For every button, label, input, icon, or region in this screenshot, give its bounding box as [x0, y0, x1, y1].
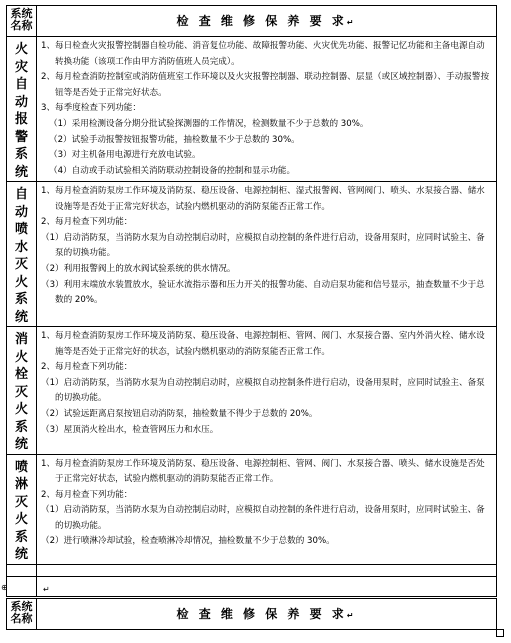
requirement-text: （1）启动消防泵，当消防水泵为自动控制启动时，应模拟自动控制的条件进行启动，设备用泵时，应同时试验主、备泵的切换功能。 — [41, 232, 485, 259]
table-header-row — [7, 6, 497, 37]
system-name: 自动喷水灭火系统 — [14, 187, 28, 325]
header-title-cell — [37, 6, 497, 37]
empty-cell — [37, 576, 497, 596]
requirements-list — [37, 455, 496, 551]
continuation-title: 检 查 维 修 保 养 要 求↵ — [176, 607, 357, 621]
requirement-text: （3）利用末端放水装置放水，验证水流指示器和压力开关的报警功能、自动启泵功能和信号显示，抽查数量不少于总数的 20%。 — [41, 279, 485, 306]
requirements-cell — [37, 454, 497, 564]
empty-cell — [7, 576, 37, 596]
requirement-text: （3）屋顶消火栓出水，检查管网压力和水压。 — [41, 424, 219, 435]
requirement-text: 1、每日检查火灾报警控制器自检功能、消音复位功能、故障报警功能、火灾优先功能、报警记忆功能和主备电源自动转换功能（该项工作由甲方消防值班人员完成）。 — [41, 41, 485, 67]
requirement-item — [41, 148, 492, 164]
requirement-text: （3）对主机备用电源进行充放电试验。 — [49, 150, 201, 161]
system-name-cell — [7, 327, 37, 455]
requirement-item — [41, 457, 492, 488]
system-name-cell — [7, 182, 37, 327]
requirement-item — [41, 407, 492, 423]
system-name: 喷淋灭火系统 — [14, 459, 28, 562]
system-row — [7, 37, 497, 182]
requirements-cell — [37, 37, 497, 182]
continuation-name-cell — [7, 599, 37, 630]
empty-cell — [7, 564, 37, 576]
system-name-cell — [7, 37, 37, 182]
requirement-item — [41, 503, 492, 534]
requirement-item — [41, 278, 492, 309]
requirement-item — [41, 164, 492, 180]
requirement-text: 1、每月检查消防泵房工作环境及消防泵、稳压设备、电源控制柜、管网、阀门、水泵接合器、喷头、储水设施是否处于正常完好状态，试验内燃机驱动的消防泵能否正常工作。 — [41, 458, 485, 485]
requirement-text: （1）启动消防泵，当消防水泵为自动控制启动时，应模拟自动控制的条件进行启动，设备用泵时，应同时试验主、备的切换功能。 — [41, 505, 485, 531]
requirement-item — [41, 360, 492, 376]
requirement-item — [41, 184, 492, 215]
requirements-cell — [37, 182, 497, 327]
empty-row — [7, 576, 497, 596]
requirement-item — [41, 423, 492, 439]
system-row — [7, 182, 497, 327]
requirements-list — [37, 327, 496, 438]
requirement-text: （2）试验远距离启泵按钮启动消防泵，抽检数量不得少于总数的 20%。 — [41, 408, 318, 419]
requirement-item — [41, 262, 492, 278]
requirements-list — [37, 37, 496, 179]
requirement-item — [41, 117, 492, 133]
requirement-text: （2）进行喷淋冷却试验，检查喷淋冷却情况，抽检数量不少于总数的 30%。 — [41, 536, 335, 547]
table-resize-handle[interactable] — [496, 629, 504, 637]
requirement-item — [41, 534, 492, 550]
system-row — [7, 454, 497, 564]
requirement-text: 2、每月检查下列功能： — [41, 217, 133, 228]
requirements-list — [37, 182, 496, 309]
system-name: 火灾自动报警系统 — [14, 42, 28, 180]
system-row — [7, 327, 497, 455]
continuation-title-cell — [37, 599, 497, 630]
maintenance-table — [6, 5, 497, 597]
continuation-system-name: 系统名称 — [10, 600, 33, 625]
requirement-text: （2）试验手动报警按钮报警功能，抽检数量不少于总数的 30%。 — [49, 134, 300, 145]
requirement-text: （1）采用检测设备分期分批试验探测器的工作情况，检测数量不少于总数的 30%。 — [49, 118, 369, 129]
requirement-text: （2）利用报警阀上的放水阀试验系统的供水情况。 — [41, 263, 236, 274]
requirement-item — [41, 70, 492, 101]
requirement-text: 2、每月检查下列功能： — [41, 362, 133, 373]
system-name: 消火栓灭火系统 — [14, 332, 28, 452]
requirement-text: 3、每季度检查下列功能： — [41, 103, 141, 114]
requirement-text: 1、每月检查消防泵房工作环境及消防泵、稳压设备、电源控制柜、湿式报警阀、管网阀门、喷头、水泵接合器、储水设施等是否处于正常完好状态，试验内燃机驱动的消防泵能否正常工作。 — [41, 186, 485, 212]
empty-row — [7, 564, 497, 576]
return-mark: ↵ — [43, 584, 50, 594]
continuation-table — [6, 598, 497, 630]
requirement-item — [41, 376, 492, 407]
header-system-name: 系统名称 — [10, 7, 33, 32]
header-title: 检 查 维 修 保 养 要 求↵ — [176, 14, 357, 28]
requirement-text: 1、每月检查消防泵房工作环境及消防泵、稳压设备、电源控制柜、管网、阀门、水泵接合器、室内外消火栓、储水设施等是否处于正常完好的状态，试验内燃机驱动的消防泵能否正常工作。 — [41, 331, 485, 357]
requirement-item — [41, 133, 492, 149]
requirement-item — [41, 101, 492, 117]
requirement-text: （4）自动或手动试验相关消防联动控制设备的控制和显示功能。 — [49, 165, 296, 176]
requirement-text: 2、每月检查下列功能： — [41, 489, 133, 500]
system-name-cell — [7, 454, 37, 564]
table-anchor-icon: ⊕ — [1, 583, 8, 592]
requirement-item — [41, 39, 492, 70]
header-name-cell — [7, 6, 37, 37]
requirement-text: 2、每月检查消防控制室或消防值班室工作环境以及火灾报警控制器、联动控制器、层显（或区域控制器）、手动报警按钮等是否处于正常完好状态。 — [41, 72, 490, 98]
requirement-text: （1）启动消防泵，当消防水泵为自动控制启动时，应模拟自动控制条件进行启动，设备用泵时，应同时试验主、备泵的切换功能。 — [41, 377, 485, 404]
requirement-item — [41, 231, 492, 262]
requirement-item — [41, 488, 492, 504]
requirement-item — [41, 329, 492, 360]
requirements-cell — [37, 327, 497, 455]
empty-cell — [37, 564, 497, 576]
continuation-header-row — [7, 599, 497, 630]
requirement-item — [41, 215, 492, 231]
